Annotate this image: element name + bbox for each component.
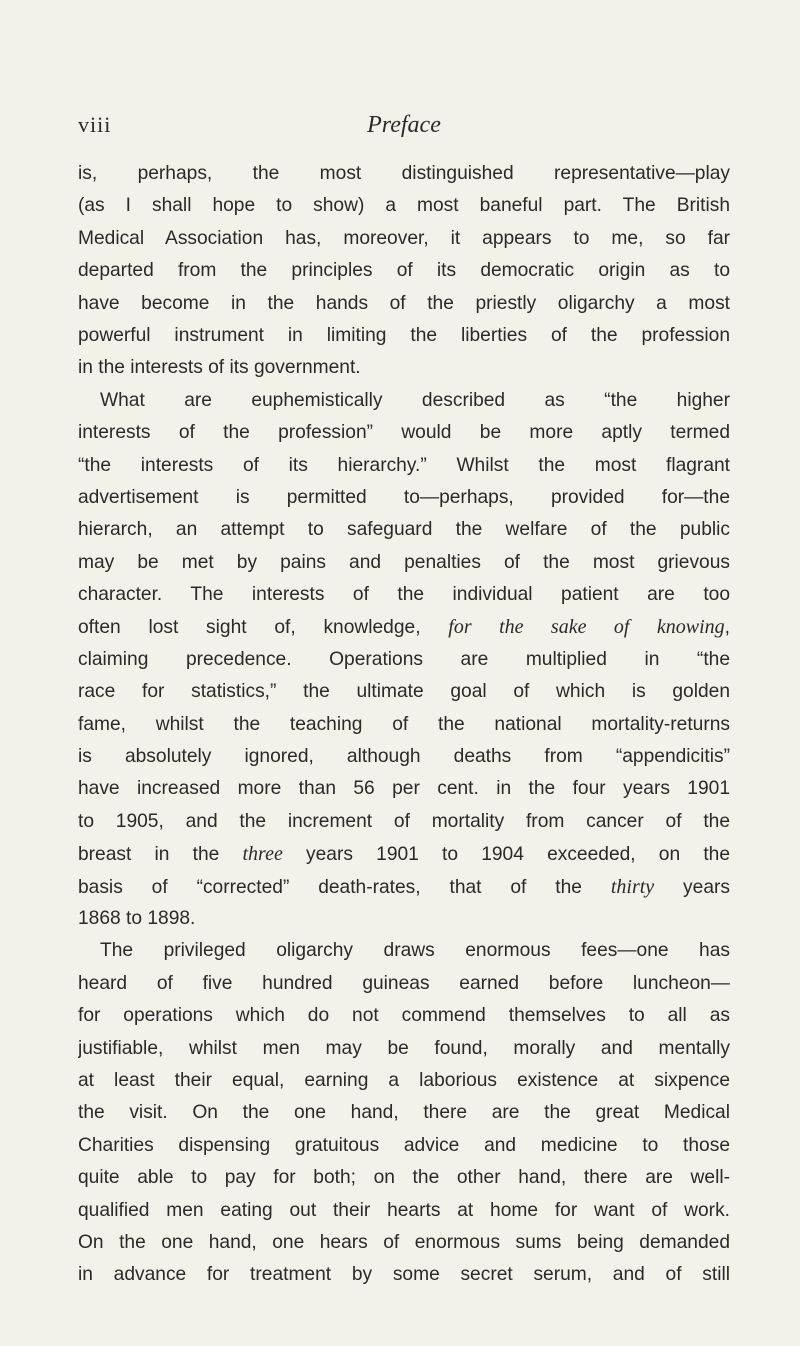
text-segment: character. The interests of the individual patient are too [78,584,730,606]
text-line [78,1259,730,1291]
text-line [78,611,730,643]
body-text [78,158,730,1292]
text-segment: basis of “corrected” death-rates, that of the [78,876,611,898]
text-segment: “the interests of its hierarchy.” Whilst the most flagrant [78,454,730,476]
running-head: Preface [367,112,441,138]
text-segment: in the interests of its government. [78,357,361,379]
text-line [78,352,730,384]
text-line [78,935,730,967]
italic-text: thirty [610,875,655,898]
text-segment: advertisement is permitted to—perhaps, provided for—the [78,486,730,508]
text-line [78,1065,730,1097]
text-line [78,903,730,935]
text-segment: claiming precedence. Operations are multiplied in “the [78,648,730,670]
text-segment: The privileged oligarchy draws enormous fees—one has [100,940,730,962]
text-segment: often lost sight of, knowledge, [78,617,449,639]
text-segment: race for statistics,” the ultimate goal of which is golden [78,681,730,703]
text-line [78,450,730,482]
text-line [78,741,730,773]
text-line [78,1097,730,1129]
text-segment: is absolutely ignored, although deaths from “appendicitis” [78,746,730,768]
text-segment: at least their equal, earning a laborious existence at sixpence [78,1069,730,1091]
text-line [78,676,730,708]
text-segment: hierarch, an attempt to safeguard the welfare of the public [78,519,730,541]
text-line [78,288,730,320]
text-line [78,547,730,579]
text-segment: departed from the principles of its democratic origin as to [78,260,730,282]
text-line [78,158,730,190]
text-segment: Charities dispensing gratuitous advice and medicine to those [78,1134,730,1156]
text-segment: justifiable, whilst men may be found, morally and mentally [78,1037,730,1059]
text-segment: On the one hand, one hears of enormous sums being demanded [78,1231,730,1253]
text-line [78,838,730,870]
text-line [78,1130,730,1162]
text-segment: in advance for treatment by some secret serum, and of still [78,1264,730,1286]
text-segment: , [724,617,730,639]
page-header [78,112,730,146]
text-line [78,1162,730,1194]
italic-text: three [242,843,283,866]
text-line [78,1033,730,1065]
text-line [78,579,730,611]
text-line [78,255,730,287]
text-segment: for operations which do not commend themselves to all as [78,1005,730,1027]
text-segment: qualified men eating out their hearts at home for want of work. [78,1199,730,1221]
text-line [78,1227,730,1259]
text-segment: years 1901 to 1904 exceeded, on the [282,844,730,866]
page-number: viii [78,112,112,137]
text-line [78,871,730,903]
text-line [78,773,730,805]
text-segment: 1868 to 1898. [78,907,196,929]
text-segment: fame, whilst the teaching of the national mortality-returns [78,713,730,735]
text-line [78,806,730,838]
text-line [78,1195,730,1227]
text-line [78,709,730,741]
text-line [78,514,730,546]
text-segment: heard of five hundred guineas earned before luncheon— [78,972,730,994]
text-segment: to 1905, and the increment of mortality from cancer of the [78,810,730,832]
text-segment: the visit. On the one hand, there are the great Medical [78,1102,730,1124]
text-line [78,968,730,1000]
text-line [78,190,730,222]
text-segment: (as I shall hope to show) a most baneful part. The British [78,195,730,217]
text-line [78,644,730,676]
italic-text: for the sake of knowing [448,616,725,639]
text-segment: years [654,876,730,898]
text-segment: quite able to pay for both; on the other hand, there are well- [78,1167,730,1189]
text-segment: may be met by pains and penalties of the most grievous [78,551,730,573]
text-line [78,1000,730,1032]
text-segment: have increased more than 56 per cent. in the four years 1901 [78,778,730,800]
text-segment: Medical Association has, moreover, it appears to me, so far [78,227,730,249]
text-line [78,320,730,352]
text-line [78,223,730,255]
text-line [78,482,730,514]
text-segment: have become in the hands of the priestly oligarchy a most [78,292,730,314]
text-segment: breast in the [78,844,243,866]
text-segment: What are euphemistically described as “the higher [100,389,730,411]
text-segment: interests of the profession” would be more aptly termed [78,422,730,444]
text-line [78,385,730,417]
text-line [78,417,730,449]
text-segment: powerful instrument in limiting the liberties of the profession [78,324,730,346]
text-segment: is, perhaps, the most distinguished representative—play [78,163,730,184]
